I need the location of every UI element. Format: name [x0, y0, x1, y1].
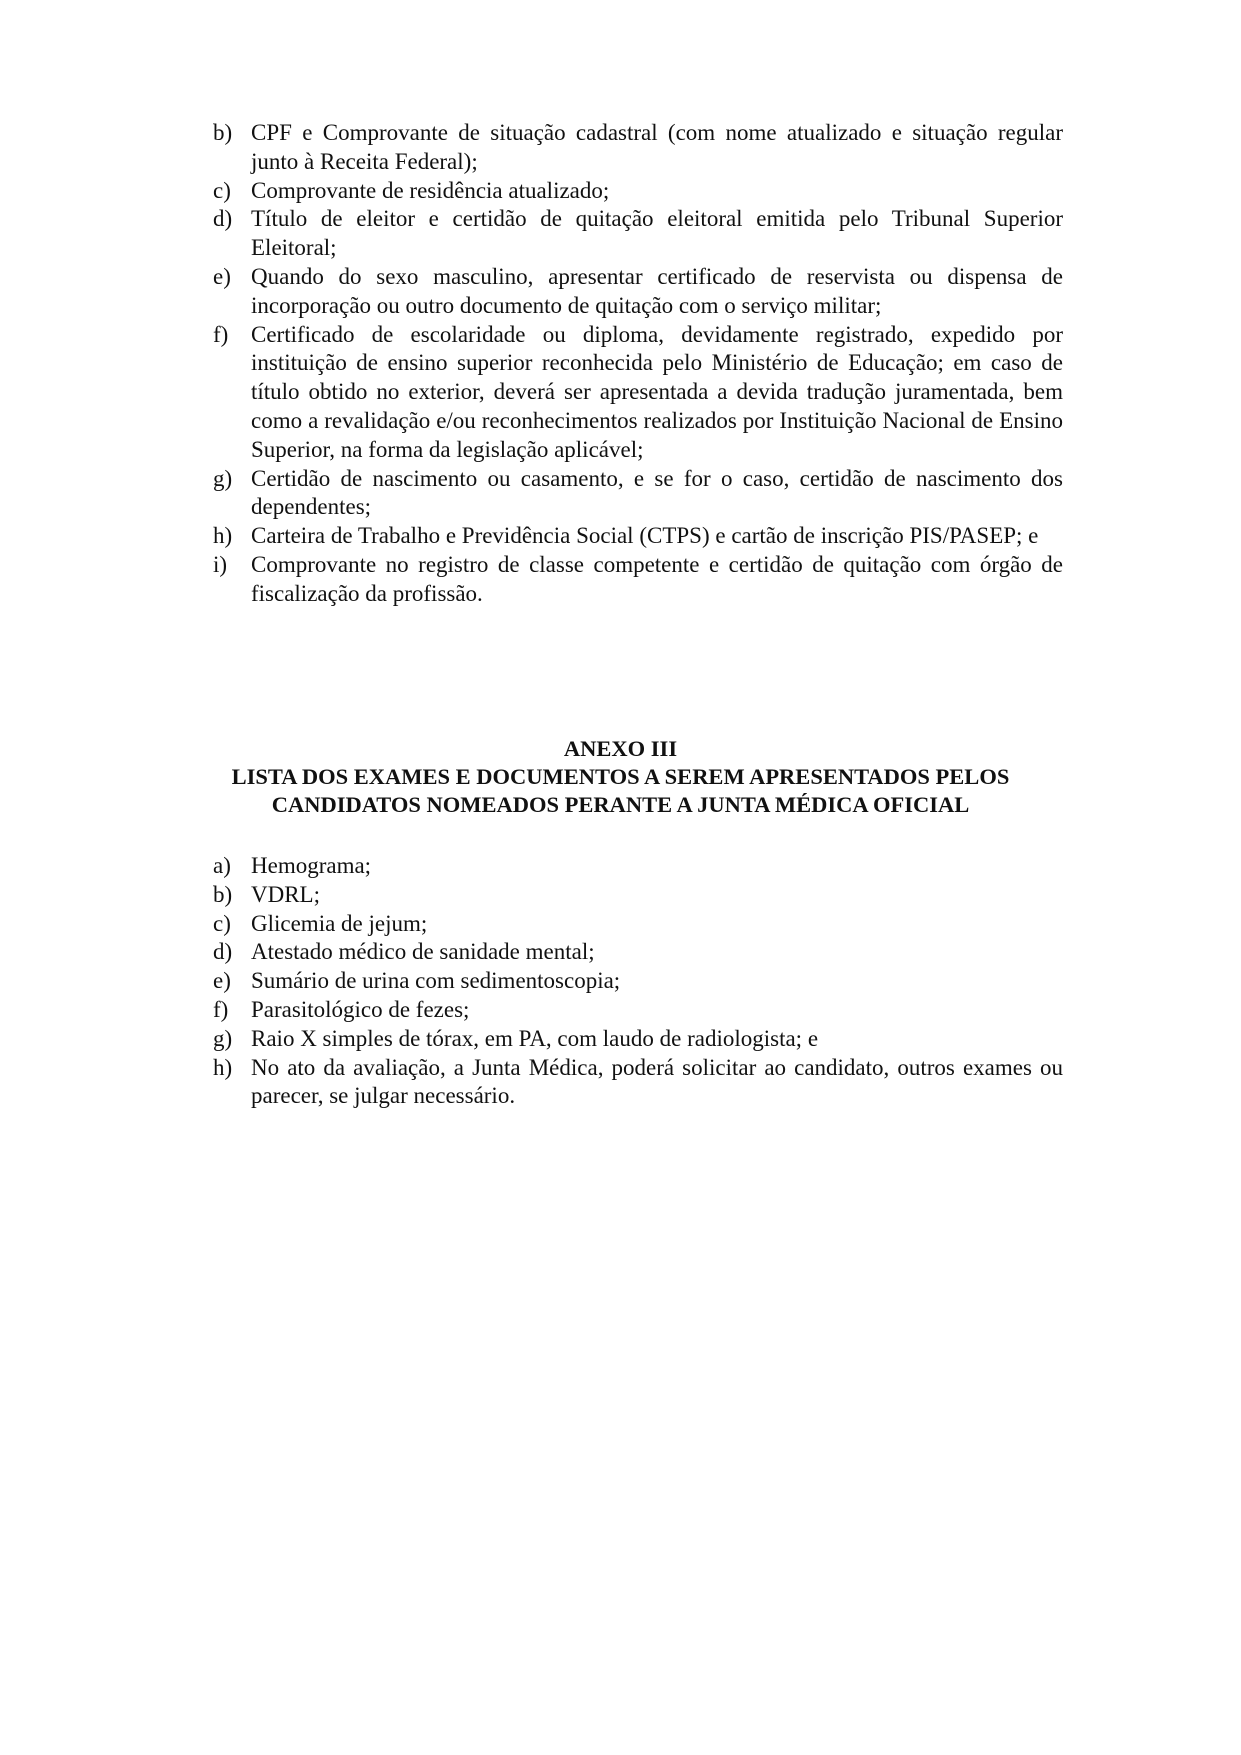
- list-item-text: Glicemia de jejum;: [251, 910, 428, 936]
- list-item: [213, 177, 1063, 206]
- list-item-text: Quando do sexo masculino, apresentar certificado de reservista ou dispensa de incorporação ou outro documento de quitação com o serviço militar;: [251, 263, 1063, 318]
- list-item: [213, 910, 1063, 939]
- list-marker: f): [213, 996, 229, 1022]
- list-item: [213, 522, 1063, 551]
- list-item-text: Atestado médico de sanidade mental;: [251, 939, 595, 965]
- annex-heading: [150, 735, 1091, 819]
- required-documents-list: [213, 119, 1063, 609]
- list-item: [213, 119, 1063, 177]
- list-item: [213, 967, 1063, 996]
- list-item-text: Comprovante de residência atualizado;: [251, 177, 610, 203]
- list-item: [213, 465, 1063, 523]
- list-item: [213, 263, 1063, 321]
- list-marker: c): [213, 177, 231, 203]
- list-marker: i): [213, 551, 228, 577]
- list-item-text: Parasitológico de fezes;: [251, 996, 470, 1022]
- list-marker: a): [213, 853, 231, 878]
- list-marker: c): [213, 910, 231, 936]
- list-item: [213, 321, 1063, 465]
- list-item: [213, 205, 1063, 263]
- list-marker: g): [213, 465, 233, 491]
- list-item-text: Comprovante no registro de classe competente e certidão de quitação com órgão de fiscalização da profissão.: [251, 551, 1063, 606]
- medical-exams-list: [213, 852, 1063, 1111]
- list-item-text: Título de eleitor e certidão de quitação eleitoral emitida pelo Tribunal Superior Eleitoral;: [251, 206, 1063, 261]
- list-item-text: No ato da avaliação, a Junta Médica, poderá solicitar ao candidato, outros exames ou parecer, se julgar necessário.: [251, 1054, 1063, 1109]
- list-marker: e): [213, 263, 231, 289]
- list-marker: d): [213, 206, 233, 232]
- list-item-text: Sumário de urina com sedimentoscopia;: [251, 968, 621, 994]
- list-marker: b): [213, 120, 233, 145]
- list-item: [213, 1025, 1063, 1054]
- list-marker: f): [213, 321, 229, 347]
- list-marker: g): [213, 1025, 233, 1051]
- list-item: [213, 1054, 1063, 1112]
- annex-subtitle-line-1: LISTA DOS EXAMES E DOCUMENTOS A SEREM APRESENTADOS PELOS: [231, 764, 1010, 789]
- list-item-text: Certificado de escolaridade ou diploma, devidamente registrado, expedido por instituição de ensino superior reconhecida pelo Ministério de Educação; em caso de título obtido no exterior, deverá ser apresentada a devida tradução juramentada, bem como a revalidação e/ou reconhecimentos realizados por Instituição Nacional de Ensino Superior, na forma da legislação aplicável;: [251, 321, 1063, 462]
- list-item-text: Hemograma;: [251, 853, 372, 878]
- list-item-text: Raio X simples de tórax, em PA, com laudo de radiologista; e: [251, 1025, 819, 1051]
- list-item: [213, 852, 1063, 881]
- annex-subtitle-line-2: CANDIDATOS NOMEADOS PERANTE A JUNTA MÉDICA OFICIAL: [271, 792, 970, 817]
- list-item-text: VDRL;: [251, 881, 320, 907]
- list-marker: b): [213, 881, 233, 907]
- list-item: [213, 551, 1063, 609]
- list-item: [213, 996, 1063, 1025]
- list-item-text: Carteira de Trabalho e Previdência Social (CTPS) e cartão de inscrição PIS/PASEP; e: [251, 523, 1039, 549]
- list-item: [213, 938, 1063, 967]
- annex-title: ANEXO III: [563, 736, 678, 761]
- list-item-text: CPF e Comprovante de situação cadastral (com nome atualizado e situação regular junto à Receita Federal);: [251, 120, 1063, 174]
- list-marker: e): [213, 968, 231, 994]
- list-marker: h): [213, 523, 233, 549]
- list-marker: h): [213, 1054, 233, 1080]
- list-item-text: Certidão de nascimento ou casamento, e se for o caso, certidão de nascimento dos dependentes;: [251, 465, 1063, 520]
- list-marker: d): [213, 939, 233, 965]
- list-item: [213, 881, 1063, 910]
